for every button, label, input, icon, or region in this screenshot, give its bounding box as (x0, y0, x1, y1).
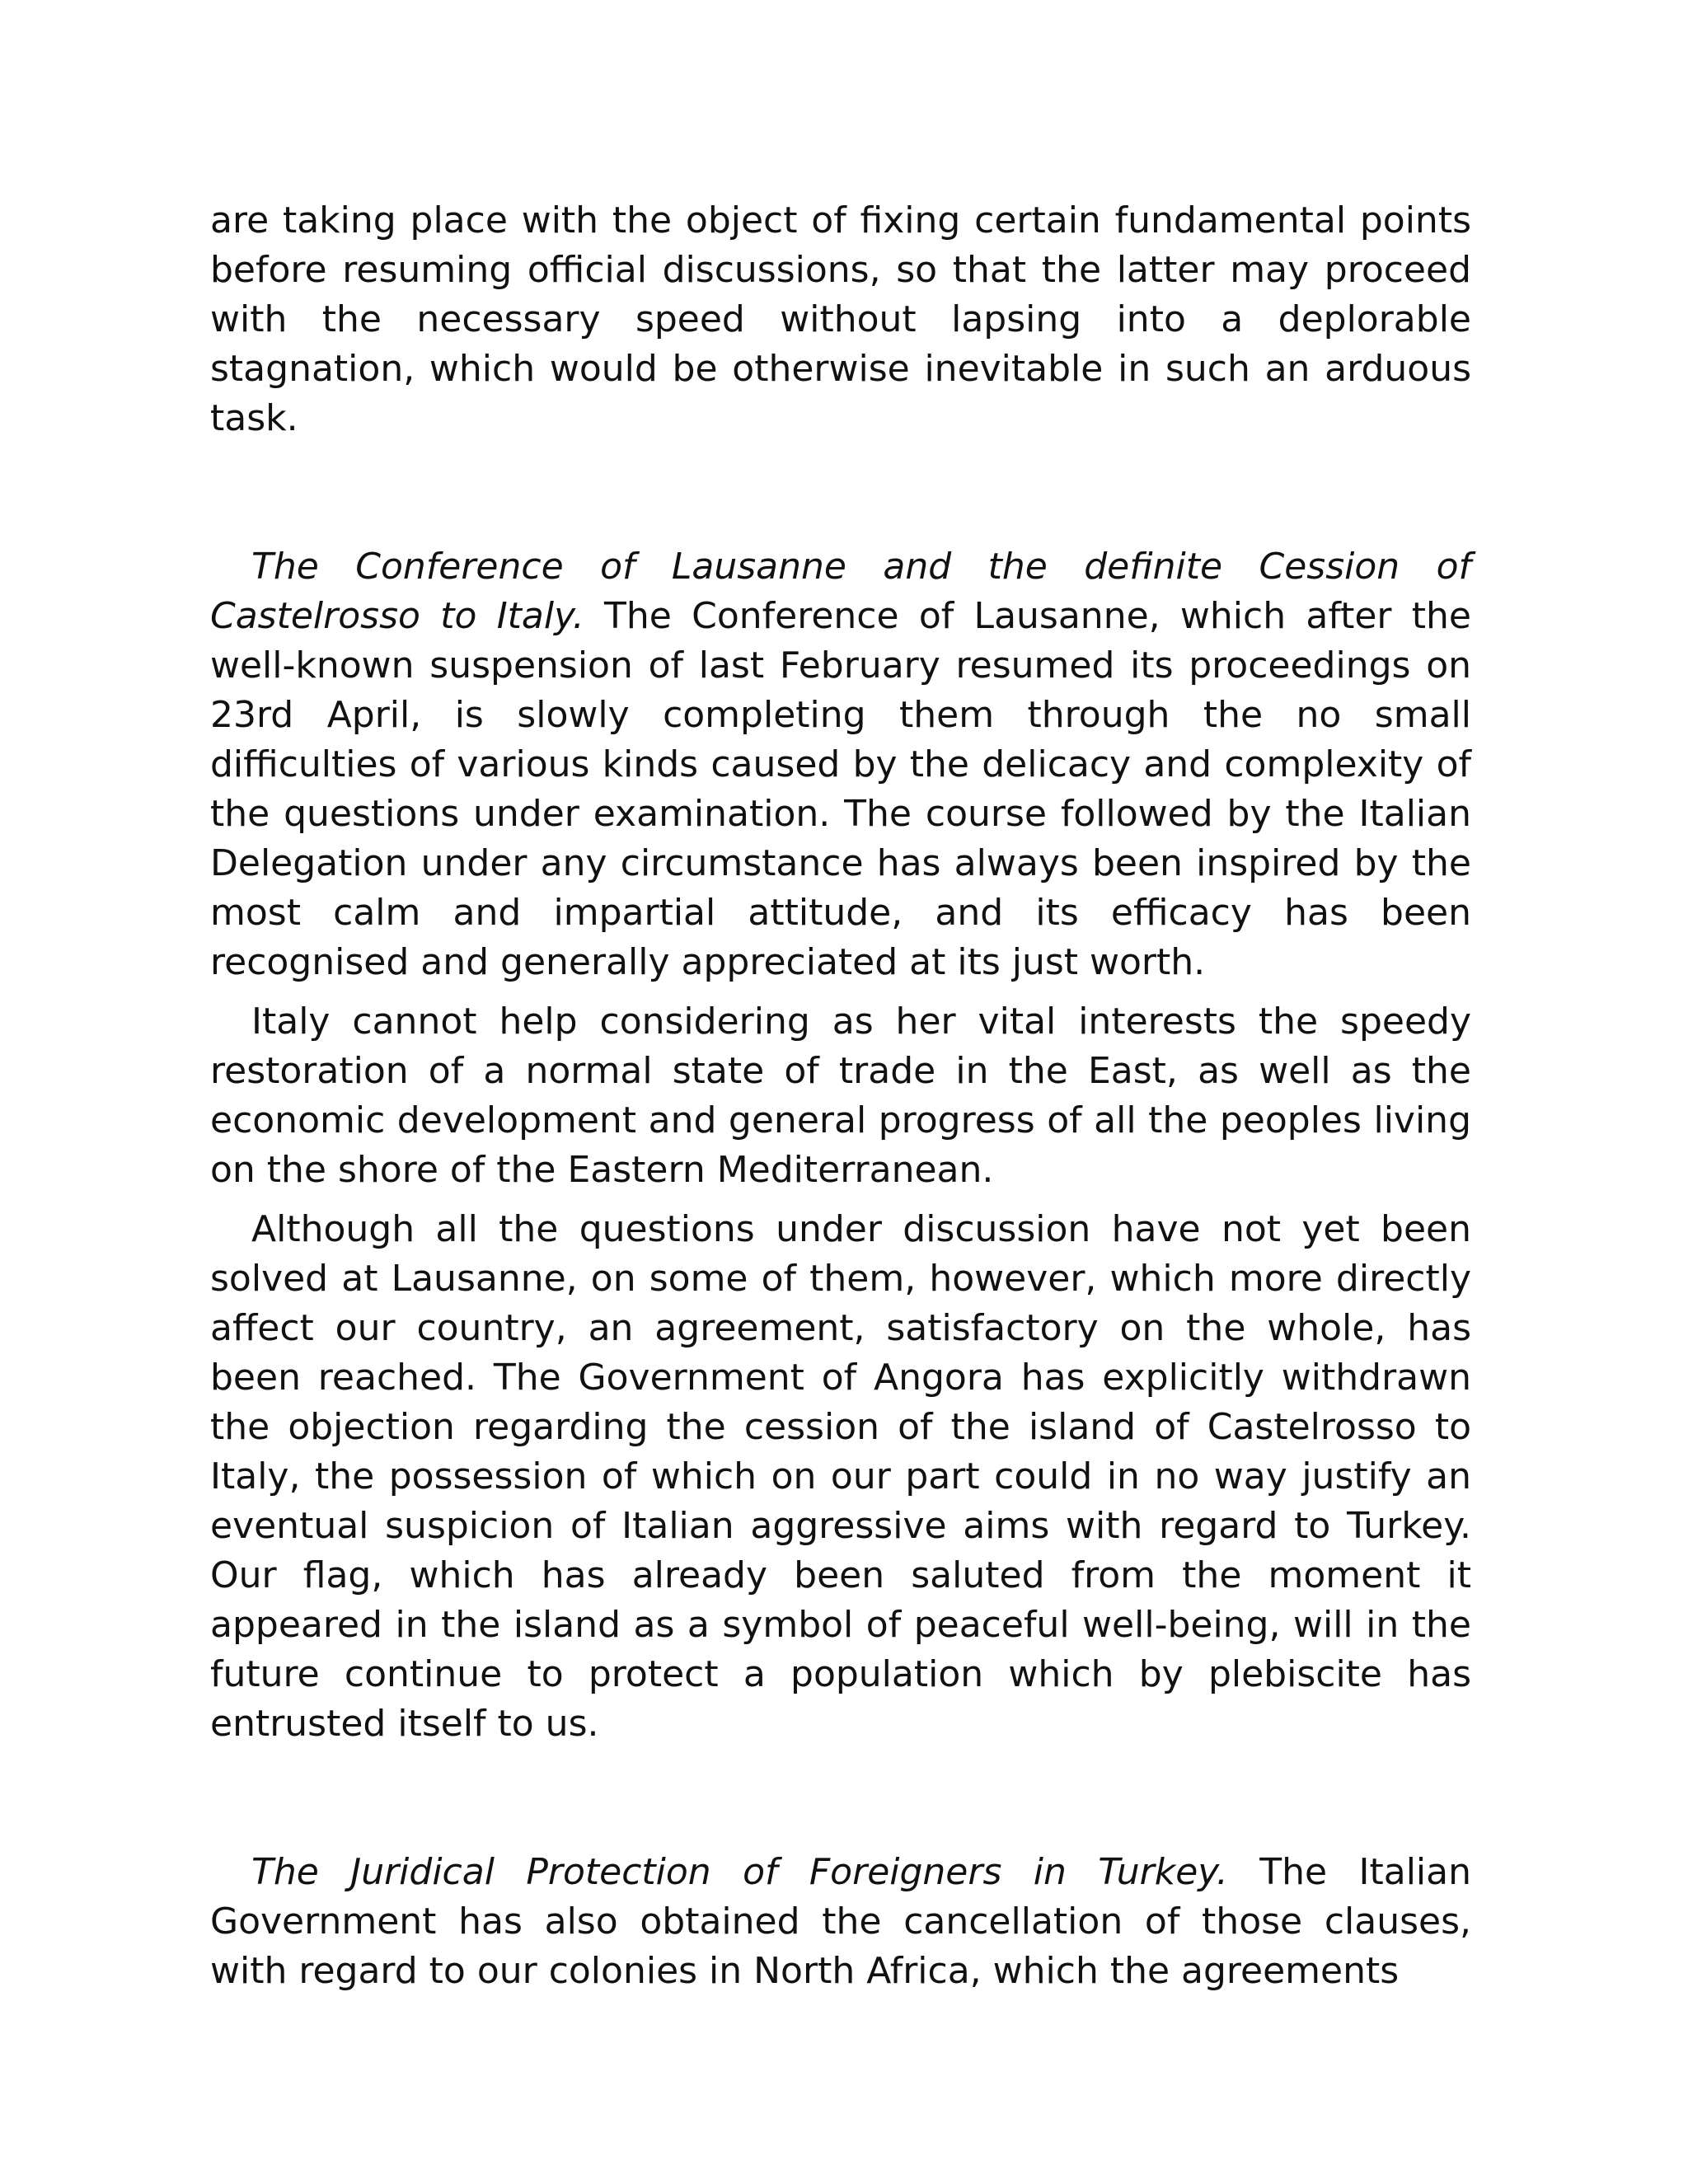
paragraph-juridical-protection (210, 1848, 1471, 1996)
paragraph-text: Although all the questions under discussion have not yet been solved at Lausanne, on some of them, however, which more directly affect our country, an agreement, satisfactory on the whole, has been reached. The Government of Angora has explicitly withdrawn the objection regarding the cession of the island of Castelrosso to Italy, the possession of which on our part could in no way justify an eventual suspicion of Italian aggressive aims with regard to Turkey. Our flag, which has already been saluted from the moment it appeared in the island as a symbol of peaceful well-being, will in the future continue to protect a population which by plebiscite has entrusted itself to us. (210, 1208, 1471, 1745)
paragraph-text: The Italian Government has also obtained the cancellation of those clauses, with regard to our colonies in North Africa, which the agreements (210, 1851, 1471, 1992)
document-page (210, 196, 1471, 1996)
section-heading: The Juridical Protection of Foreigners in Turkey. (251, 1851, 1228, 1893)
paragraph-text: The Conference of Lausanne, which after the well-known suspension of last February resumed its proceedings on 23rd April, is slowly completing them through the no small difficulties of various kinds caused by the delicacy and complexity of the questions under examination. The course followed by the Italian Delegation under any circumstance has always been inspired by the most calm and impartial attitude, and its efficacy has been recognised and generally appreciated at its just worth. (210, 595, 1471, 983)
paragraph-text: Italy cannot help considering as her vital interests the speedy restoration of a normal state of trade in the East, as well as the economic development and general progress of all the peoples living on the shore of the Eastern Mediterranean. (210, 1001, 1471, 1191)
paragraph-italy-interests (210, 997, 1471, 1195)
paragraph-castelrosso-agreement (210, 1205, 1471, 1749)
paragraph-text: are taking place with the object of fixing certain fundamental points before resuming official discussions, so that the latter may proceed with the necessary speed without lapsing into a deplorable stagnation, which would be otherwise inevitable in such an arduous task. (210, 199, 1471, 439)
section-heading: The Conference of Lausanne and the definite Cession of Castelrosso to Italy. (210, 546, 1471, 637)
paragraph-lausanne-conference (210, 542, 1471, 987)
paragraph-continuation (210, 196, 1471, 443)
